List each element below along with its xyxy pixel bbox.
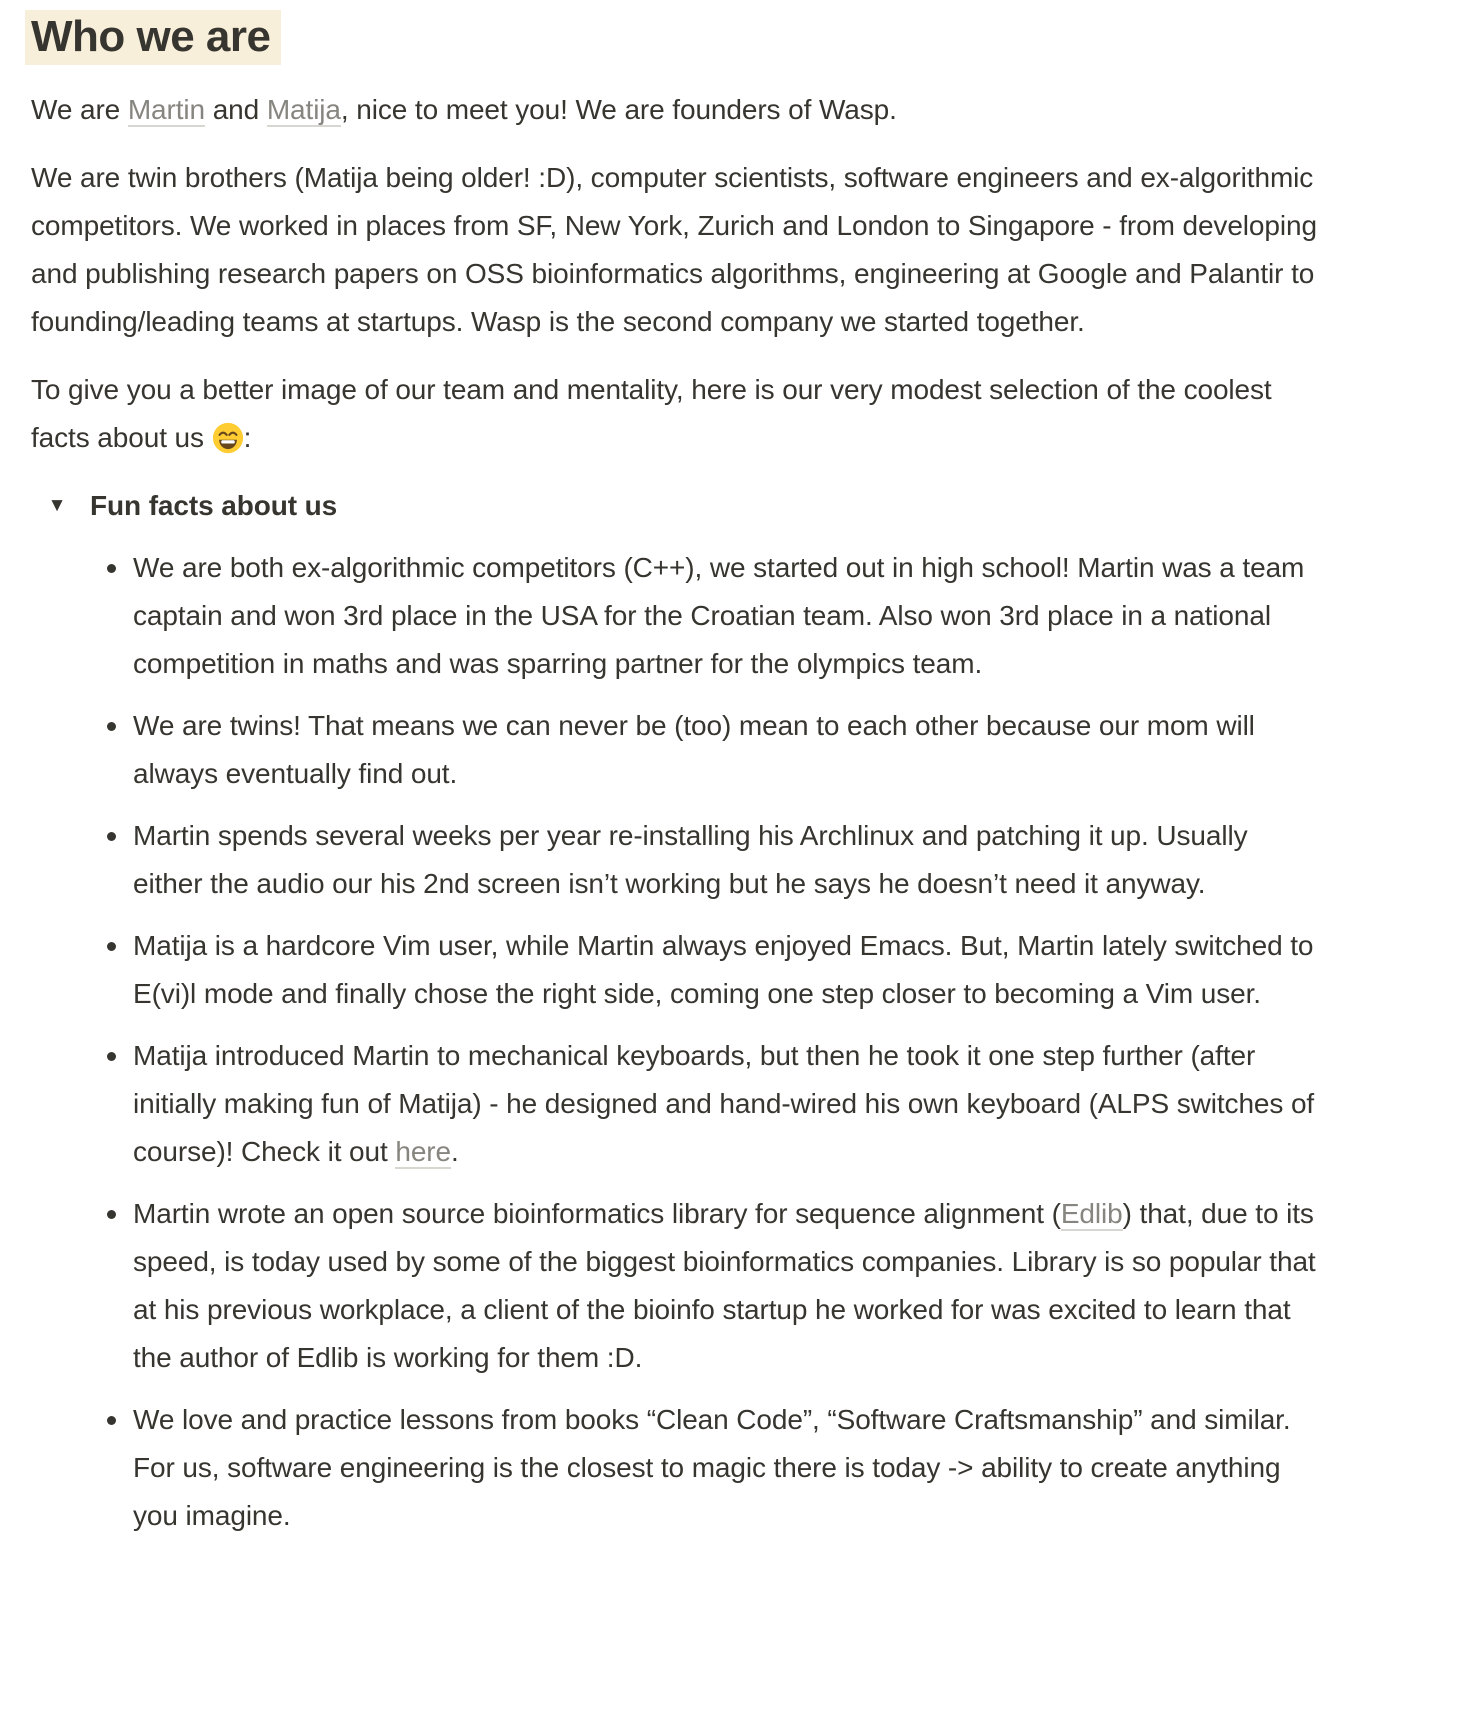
- list-item: [90, 812, 1321, 908]
- list-item-text: [133, 702, 1321, 798]
- bullet-dot: [107, 942, 116, 951]
- paragraph: [31, 366, 1321, 462]
- bullet-dot: [107, 832, 116, 841]
- bullet-icon: [90, 1396, 133, 1425]
- toggle-children: [90, 544, 1321, 1540]
- list-item-text: [133, 544, 1321, 688]
- bullet-dot: [107, 1416, 116, 1425]
- page-title: [31, 8, 1321, 66]
- bullet-icon: [90, 544, 133, 573]
- list-item-text: [133, 812, 1321, 908]
- list-item: [90, 1032, 1321, 1176]
- text-run: We are both ex-algorithmic competitors (C++), we started out in high school! Martin was a team captain and won 3rd place in the USA for the Croatian team. Also won 3rd place in a national competition in maths and was sparring partner for the olympics team.: [133, 552, 1305, 679]
- text-run: .: [451, 1136, 459, 1167]
- grinning-emoji-icon: [212, 422, 244, 454]
- text-run: Martin spends several weeks per year re-installing his Archlinux and patching it up. Usually either the audio our his 2nd screen isn’t working but he says he doesn’t need it anyway.: [133, 820, 1248, 899]
- text-run: We are: [31, 94, 128, 125]
- inline-link[interactable]: Edlib: [1060, 1198, 1123, 1229]
- bullet-icon: [90, 1032, 133, 1061]
- document-page: [31, 8, 1321, 1540]
- text-run: We are twins! That means we can never be (too) mean to each other because our mom will always eventually find out.: [133, 710, 1255, 789]
- toggle-block-header: [31, 482, 1321, 530]
- text-run: Martin wrote an open source bioinformatics library for sequence alignment (: [133, 1198, 1061, 1229]
- bullet-dot: [107, 564, 116, 573]
- list-item-text: [133, 1190, 1321, 1382]
- list-item: [90, 544, 1321, 688]
- inline-link[interactable]: Matija: [266, 94, 341, 125]
- text-run: Matija introduced Martin to mechanical keyboards, but then he took it one step further (after initially making fun of Matija) - he designed and hand-wired his own keyboard (ALPS switches of course)! Check it out: [133, 1040, 1315, 1167]
- bullet-icon: [90, 1190, 133, 1219]
- toggle-label[interactable]: Fun facts about us: [90, 490, 338, 521]
- text-run: We are twin brothers (Matija being older! :D), computer scientists, software engineers and ex-algorithmic competitors. We worked in places from SF, New York, Zurich and London to Singapore - from developing and publishing research papers on OSS bioinformatics algorithms, engineering at Google and Palantir to founding/leading teams at startups. Wasp is the second company we started together.: [31, 162, 1317, 337]
- list-item-text: [133, 922, 1321, 1018]
- list-item-text: [133, 1396, 1321, 1540]
- bullet-dot: [107, 722, 116, 731]
- list-item: [90, 922, 1321, 1018]
- inline-link[interactable]: Martin: [127, 94, 206, 125]
- list-item-text: [133, 1032, 1321, 1176]
- text-run: ) that, due to its speed, is today used by some of the biggest bioinformatics companies. Library is so popular that at his previous workplace, a client of the bioinfo startup he worked for was excited to learn that the author of Edlib is working for them :D.: [133, 1198, 1316, 1373]
- list-item: [90, 1396, 1321, 1540]
- bullet-icon: [90, 922, 133, 951]
- toggle-arrow-icon[interactable]: ▼: [47, 495, 67, 516]
- paragraph: [31, 154, 1321, 346]
- document-blocks: [31, 86, 1321, 1540]
- grinning-emoji: [212, 422, 244, 454]
- text-run: We love and practice lessons from books “Clean Code”, “Software Craftsmanship” and similar. For us, software engineering is the closest to magic there is today -> ability to create anything you imagine.: [133, 1404, 1291, 1531]
- list-item: [90, 1190, 1321, 1382]
- paragraph: [31, 86, 1321, 134]
- bullet-icon: [90, 812, 133, 841]
- text-run: Matija is a hardcore Vim user, while Martin always enjoyed Emacs. But, Martin lately switched to E(vi)l mode and finally chose the right side, coming one step closer to becoming a Vim user.: [133, 930, 1314, 1009]
- bullet-dot: [107, 1052, 116, 1061]
- text-run: , nice to meet you! We are founders of Wasp.: [340, 94, 897, 125]
- bullet-icon: [90, 702, 133, 731]
- text-run: To give you a better image of our team and mentality, here is our very modest selection of the coolest facts about us: [31, 374, 1272, 453]
- text-run: and: [205, 94, 267, 125]
- bullet-dot: [107, 1210, 116, 1219]
- inline-link[interactable]: here: [395, 1136, 452, 1167]
- list-item: [90, 702, 1321, 798]
- page-title-highlight: Who we are: [25, 10, 281, 65]
- text-run: :: [243, 422, 252, 453]
